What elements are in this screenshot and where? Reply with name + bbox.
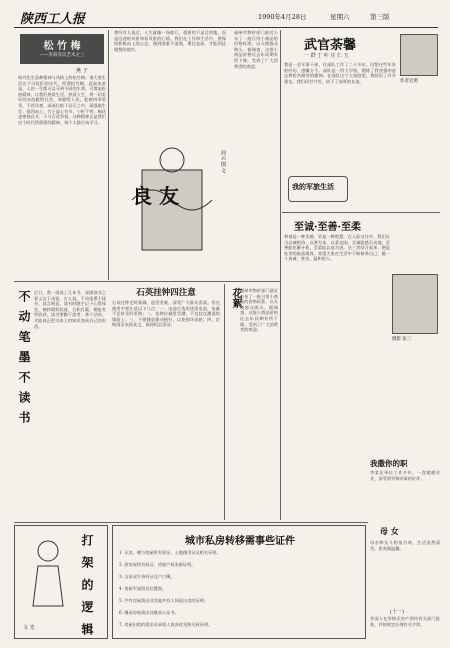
doc-item: 2. 原房屋所有权证，房屋产权来源证明。 [119, 562, 196, 567]
doc-item: 4. 房屋平面图及位置图。 [119, 586, 167, 591]
article-songzhumei [16, 30, 108, 280]
article-body: 福州市物价部门最近公布了一批日用小商品的价格标准，以方便群众购买。据调查，这批小商品价格比去年同期有所下降，受到了广大消费者的欢迎。 [234, 30, 278, 69]
article-fight-logic [14, 525, 108, 639]
col-rule [280, 30, 281, 520]
article-body: 我是一名军事干部，在部队工作了二十多年。回想这些年来的经历，感慨万千。部队是一所大学校，锻炼了我坚强的意志和吃苦耐劳的精神。在部队这个大家庭里，我结识了许多战友，我们同甘共苦，结下了深厚的友谊。 [284, 62, 396, 84]
issue-date: 1990年4月28日 [258, 13, 307, 21]
article-wuguan [284, 30, 440, 210]
photo-caption: 作者近照 [400, 79, 418, 84]
article-title: 石英挂钟四注意 [136, 288, 196, 298]
doc-item: 7. 房屋出租的需出具承租人放弃优先购买权证明。 [119, 622, 213, 627]
article-body: 李某在单位工作多年，一直兢兢业业，深受领导和同事的好评。 [370, 470, 440, 481]
doc-item: 5. 共有房屋需出具其他共有人同意出卖的证明。 [119, 598, 209, 603]
article-quartz-clock [112, 284, 222, 520]
doc-item: 1. 买卖、赠与房屋所有权证、土地使用证及相关证明。 [119, 550, 221, 555]
illustration-title: 良 友 [132, 184, 179, 208]
article-body: 曾经有人说过，人生就像一场旅行，重要的不是目的地，而是沿途的风景和看风景的心情。我们在工作和生活中，要保持积极向上的心态，遇到困难不退缩，勇往直前，才能到达理想的彼岸。 [114, 30, 226, 52]
article-zhicheng [284, 214, 440, 454]
illustration-caption: 何云 图 文 [220, 150, 226, 174]
issue-weekday: 星期六 [330, 13, 350, 21]
article-title: 打 架 的 逻 辑 [80, 534, 94, 638]
article-author: 燕 子 [76, 68, 88, 74]
article-body: 外国人在华购买房产须经有关部门批准，并按规定办理有关手续。 [370, 616, 440, 627]
logo-text: 我的军旅生活 [292, 182, 334, 191]
article-property-docs [112, 525, 366, 639]
article-author: 一 群 丁 叶 庄 仁 玉 [304, 53, 349, 59]
section-rule [108, 281, 280, 282]
article-heading: 我撒你的职 [370, 459, 408, 468]
article-subtitle: ——夹叙夹议艺术之三 [39, 53, 85, 58]
photo-illustration [392, 274, 438, 334]
article-reading [14, 284, 108, 520]
col-rule [224, 284, 225, 520]
article-heading: 花絮 [230, 288, 241, 308]
article-middle-right [234, 30, 278, 280]
article-credit: 文 光 [23, 625, 35, 631]
author-photo [400, 34, 438, 76]
issue-page: 第三版 [370, 13, 390, 21]
col-rule [108, 30, 109, 280]
article-title: 松 竹 梅 [43, 41, 81, 52]
article-right-narrow [370, 456, 440, 606]
doc-item: 6. 继承房屋需出具继承公证书。 [119, 610, 179, 615]
article-body: 母亲和女儿相依为命，生活虽然清苦，但充满温馨。 [370, 540, 440, 551]
article-title: 武官荼馨 [304, 38, 357, 53]
article-body: 和谐是一种美德，更是一种智慧。在人际交往中，我们应当以诚相待，以善为本，以柔克刚。至诚能感天动地，至善能化解矛盾，至柔能以退为进。这三者结合起来，便是处世的最高境界。希望大家在生活中不断修养自己，做一个真诚、善良、温和的人。 [284, 234, 390, 262]
article-body: 近日，我一再读了几本书，深感读书之要义在于动笔。古人说，不动笔墨不读书，此言极是。读书时随手记下心得体会，摘抄精彩段落，日积月累，便能有所收获。读书要勤于思考，善于总结，才能真正把书本上的知识变成自己的东西。 [34, 290, 106, 329]
photo-caption: 摄影 张三 [392, 337, 412, 342]
article-body: 保丹先生品种精神与风格上的松竹梅。诸大家生活在不可抗拒的年代，所谓松竹梅，此说来甚是，人的一生都可以寻到不同的生命，可谓是松柏精神，让我们热爱生活，热爱人生，将一切美好的东西献给社会，奉献给人民。松树四季常青，不畏风寒，深深扎根于岩石之中，顽强地生存，蓬勃向上；竹子虚心有节，宁折不弯；梅花凌寒独自开，不与百花争春。这种精神正是我们这个时代所需要的精神，每个人都应该学习。 [18, 75, 106, 125]
masthead [20, 8, 440, 28]
article-body: 石英挂钟走时准确，造型美观，深受广大群众喜爱。但在使用中要注意以下几点：一、电池应选用优质电池，电量不足时及时更换；二、挂钟应避免受潮，不宜挂在潮湿的墙面上；三、不要随意拨动指针，以免损坏齿轮；四、定期清洁表面灰尘，保持机芯清洁。 [112, 300, 220, 328]
cartoon-illustration [23, 536, 73, 616]
article-middle-top [112, 30, 232, 280]
article-title: 至诚·至善·至柔 [294, 222, 361, 233]
article-huaxu [226, 284, 280, 520]
section-rule [14, 281, 108, 282]
section-rule [282, 212, 440, 213]
doc-item: 3. 交易双方身份证及户口簿。 [119, 574, 175, 579]
article-heading: 母 女 [380, 526, 399, 536]
article-heading: (十一) [390, 609, 404, 615]
section-rule [14, 522, 368, 523]
masthead-rule [14, 27, 438, 28]
article-body: 福州市物价部门最近公布了一批日用小商品的价格标准，以方便群众购买。据调查，这批小商品价格比去年同期有所下降，受到了广大消费者的欢迎。 [240, 288, 278, 333]
article-title: 城市私房转移需事些证件 [185, 536, 295, 547]
newspaper-name: 陕西工人报 [20, 12, 86, 27]
article-bottom-right [370, 608, 440, 640]
article-vertical-title: 不 动 笔 墨 不 读 书 [17, 290, 31, 426]
